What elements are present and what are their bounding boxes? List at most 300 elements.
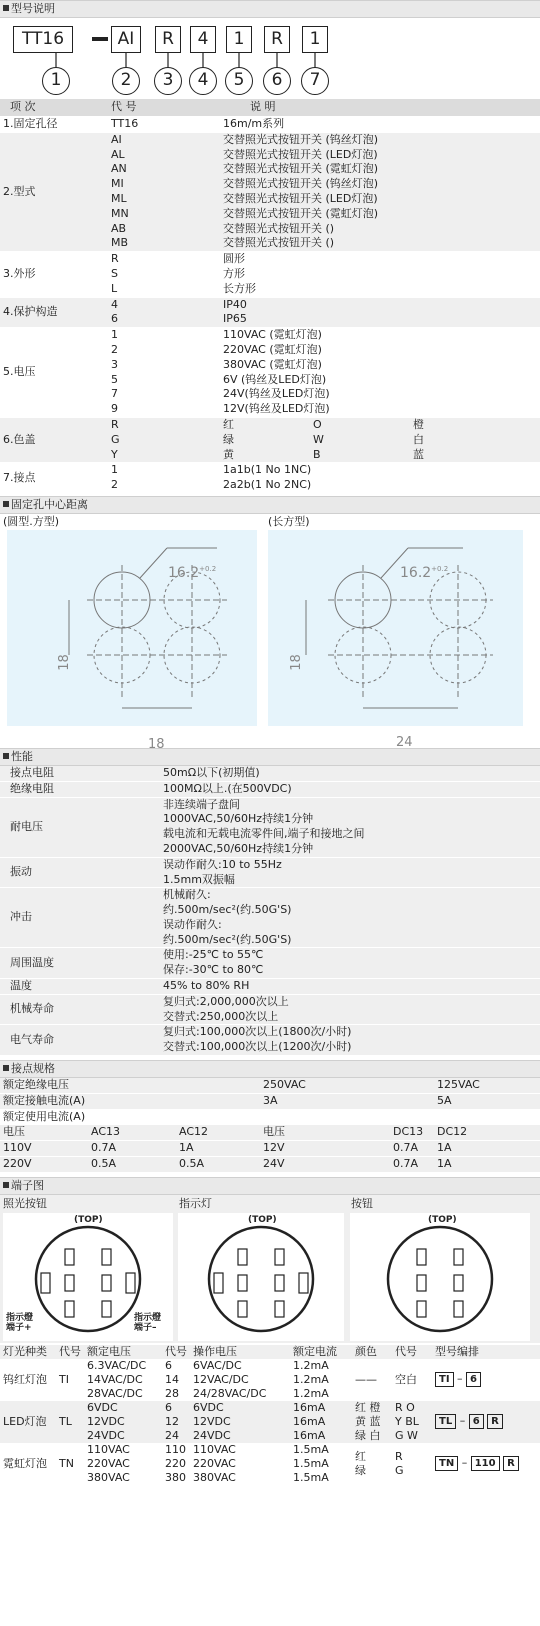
perf-line: 非连续端子盘间 — [163, 797, 240, 811]
lamp-cell: 16mA — [293, 1414, 326, 1428]
desc-line: 24V(钨丝及LED灯泡) — [223, 387, 330, 401]
distance-panels — [0, 514, 540, 746]
lamp-cell: 24VDC — [193, 1428, 231, 1442]
desc-line: 1a1b(1 No 1NC) — [223, 463, 312, 477]
example-tag: R — [503, 1456, 519, 1471]
lamp-cell: 12VDC — [87, 1414, 125, 1428]
perf-line: 载电流和无载电流零件间,端子和接地之间 — [163, 827, 365, 841]
top-label: (TOP) — [74, 1214, 103, 1225]
spec-value: 3A — [260, 1093, 434, 1109]
desc-line: 交替照光式按钮开关 (霓虹灯泡) — [223, 206, 379, 220]
section-title: 固定孔中心距离 — [11, 497, 88, 511]
spec-cell: 0.5A — [176, 1157, 260, 1173]
lamp-cell: 6 — [165, 1358, 172, 1372]
desc-line: O — [313, 417, 322, 431]
code-line: 1 — [111, 328, 118, 342]
lamp-cell: 14 — [165, 1372, 179, 1386]
spec-cell: 220V — [0, 1157, 88, 1173]
perf-key: 周围温度 — [0, 948, 160, 979]
lamp-cell: 16mA — [293, 1428, 326, 1442]
perf-key: 机械寿命 — [0, 994, 160, 1025]
spec-value: 5A — [434, 1093, 540, 1109]
model-box-voltage: 1 — [226, 26, 252, 53]
terminal-diagram-2 — [178, 1213, 344, 1341]
desc-line: 12V(钨丝及LED灯泡) — [223, 402, 330, 416]
table-row — [0, 1443, 540, 1457]
perf-line: 复归式:2,000,000次以上 — [163, 994, 289, 1008]
desc-line: 绿 — [223, 432, 234, 446]
lamp-color — [352, 1443, 392, 1485]
distance-panel-rect — [265, 514, 540, 746]
perf-line: 约.500m/sec²(约.50G'S) — [163, 903, 292, 917]
lamp-cell: 28VAC/DC — [87, 1386, 143, 1400]
lamp-col: 代号 — [165, 1344, 187, 1358]
lamp-label-line: 端子+ — [6, 1322, 32, 1333]
perf-key: 绝缘电阻 — [0, 781, 160, 797]
spec-col: 电压 — [260, 1125, 390, 1141]
spec-cell: 1A — [434, 1141, 540, 1157]
lamp-cell: 6VDC — [87, 1400, 118, 1414]
perf-key: 冲击 — [0, 888, 160, 948]
col-desc: 说 明 — [220, 99, 540, 117]
lamp-plus-label — [6, 1313, 33, 1333]
spec-cell: 1A — [434, 1157, 540, 1173]
lamp-col: 代号 — [59, 1344, 81, 1358]
lamp-col: 额定电流 — [293, 1344, 337, 1358]
lamp-cell: 6VDC — [193, 1400, 224, 1414]
table-row — [0, 117, 540, 133]
desc-line: 橙 — [413, 417, 424, 431]
lamp-cell: 380 — [165, 1470, 186, 1484]
lamp-color — [352, 1401, 392, 1443]
code-line: AL — [111, 147, 125, 161]
color-line: 绿 白 — [355, 1428, 381, 1442]
top-label: (TOP) — [428, 1214, 457, 1225]
lamp-cell: 110 — [165, 1442, 186, 1456]
lamp-cell: 380VAC — [87, 1470, 130, 1484]
desc-line: 交替照光式按钮开关 (霓虹灯泡) — [223, 162, 379, 176]
lamp-col: 额定电压 — [87, 1344, 131, 1358]
perf-key: 温度 — [0, 979, 160, 995]
table-row — [0, 979, 540, 995]
lamp-cell: 1.5mA — [293, 1456, 329, 1470]
spec-cell: 1A — [176, 1141, 260, 1157]
code-line: R — [111, 417, 119, 431]
perf-value — [160, 994, 540, 1025]
lamp-ccode — [392, 1401, 432, 1443]
color-line: 绿 — [355, 1463, 366, 1477]
example-tag: 6 — [469, 1414, 484, 1429]
perf-line: 约.500m/sec²(约.50G'S) — [163, 932, 292, 946]
row-key: 3.外形 — [0, 252, 108, 297]
code-line: MN — [111, 206, 129, 220]
section-title: 端子图 — [11, 1178, 44, 1192]
lamp-cell: 24VDC — [87, 1428, 125, 1442]
spec-value: 250VAC — [260, 1078, 434, 1093]
ccode-line: Y BL — [395, 1414, 419, 1428]
model-diagram — [0, 18, 540, 98]
row-key: 5.电压 — [0, 328, 108, 418]
desc-line: W — [313, 432, 324, 446]
color-line: 红 橙 — [355, 1400, 381, 1414]
spec-col: DC13 — [390, 1125, 434, 1141]
callout-2: 2 — [112, 67, 140, 95]
lamp-cell: 1.5mA — [293, 1470, 329, 1484]
perf-line: 误动作耐久:10 to 55Hz — [163, 857, 282, 871]
model-box-contact: 1 — [302, 26, 328, 53]
desc-line: 交替照光式按钮开关 () — [223, 236, 335, 250]
lamp-label-line: 指示燈 — [134, 1312, 162, 1323]
table-row — [0, 297, 540, 328]
spec-col: DC12 — [434, 1125, 540, 1141]
code-line: ML — [111, 191, 127, 205]
example-tag: TN — [435, 1456, 458, 1471]
desc-line: IP40 — [223, 297, 247, 311]
desc-line: 黄 — [223, 447, 234, 461]
lamp-cell: 12VDC — [193, 1414, 231, 1428]
lamp-col: 颜色 — [355, 1344, 377, 1358]
lamp-example: TI – 6 — [432, 1359, 540, 1401]
lamp-cell: 24/28VAC/DC — [193, 1386, 267, 1400]
example-tag: TI — [435, 1372, 454, 1387]
table-row — [0, 994, 540, 1025]
desc-line: 蓝 — [413, 447, 424, 461]
desc-line: 220VAC (霓虹灯泡) — [223, 342, 322, 356]
model-box-series: TT16 — [13, 26, 73, 53]
spec-cell: 0.7A — [390, 1141, 434, 1157]
lamp-color: —— — [355, 1372, 377, 1386]
dim-tolerance: +0.2 — [199, 565, 217, 573]
perf-value: 45% to 80% RH — [160, 979, 540, 995]
table-row — [0, 1078, 540, 1093]
desc-line: 交替照光式按钮开关 (LED灯泡) — [223, 191, 378, 205]
desc-line: 交替照光式按钮开关 () — [223, 221, 335, 235]
table-row — [0, 1025, 540, 1056]
code-line: G — [111, 432, 120, 446]
terminal-title: 照光按钮 — [3, 1196, 47, 1210]
table-row — [0, 781, 540, 797]
perf-line: 1.5mm双振幅 — [163, 872, 235, 886]
lamp-cell: 14VAC/DC — [87, 1372, 143, 1386]
perf-value — [160, 888, 540, 948]
spec-cell: 24V — [260, 1157, 390, 1173]
table-row — [0, 766, 540, 781]
lamp-code: TI — [59, 1372, 69, 1386]
lamp-col: 代号 — [395, 1344, 417, 1358]
row-key: 1.固定孔径 — [0, 117, 108, 133]
perf-line: 使用:-25℃ to 55℃ — [163, 948, 264, 962]
table-header-row — [0, 99, 540, 117]
performance-table — [0, 766, 540, 1056]
table-row — [0, 463, 540, 494]
table-row — [0, 252, 540, 297]
row-code — [108, 252, 220, 297]
dim-tolerance: +0.2 — [431, 565, 449, 573]
table-row — [0, 132, 540, 251]
row-desc: 16m/m系列 — [220, 117, 540, 133]
callout-7: 7 — [301, 67, 329, 95]
table-row — [0, 417, 540, 462]
desc-line: 圆形 — [223, 252, 245, 266]
callout-5: 5 — [225, 67, 253, 95]
lamp-cell: 6.3VAC/DC — [87, 1358, 147, 1372]
table-row — [0, 797, 540, 857]
desc-line: 380VAC (霓虹灯泡) — [223, 357, 322, 371]
lamp-label-line: 指示燈 — [6, 1312, 34, 1323]
lamp-cell: 6VAC/DC — [193, 1358, 242, 1372]
section-title: 接点规格 — [11, 1062, 55, 1076]
col-item: 项 次 — [0, 99, 108, 117]
hole-diagram-round — [7, 530, 257, 726]
code-line: 1 — [111, 463, 118, 477]
perf-key: 接点电阻 — [0, 766, 160, 781]
dim-diameter-right — [400, 565, 448, 581]
perf-line: 机械耐久: — [163, 888, 211, 902]
row-key: 2.型式 — [0, 132, 108, 251]
code-line: Y — [111, 447, 118, 461]
row-key: 6.色盖 — [0, 417, 108, 462]
table-header-row — [0, 1125, 540, 1141]
table-row — [0, 328, 540, 418]
callout-4: 4 — [189, 67, 217, 95]
code-line: L — [111, 281, 118, 295]
section-header-performance — [0, 748, 540, 766]
dim-height-left: 18 — [56, 654, 72, 671]
perf-value — [160, 1025, 540, 1056]
lamp-cell: 6 — [165, 1400, 172, 1414]
section-header-contact — [0, 1060, 540, 1078]
callout-6: 6 — [263, 67, 291, 95]
terminal-indicator — [176, 1195, 348, 1343]
desc-line: 6V (钨丝及LED灯泡) — [223, 372, 327, 386]
lamp-cell: 16mA — [293, 1400, 326, 1414]
desc-line: 交替照光式按钮开关 (钨丝灯泡) — [223, 177, 379, 191]
callout-1: 1 — [42, 67, 70, 95]
dim-value: 16.2 — [168, 565, 200, 581]
terminal-title: 指示灯 — [179, 1196, 212, 1210]
spec-label: 额定绝缘电压 — [0, 1078, 260, 1093]
perf-value: 100MΩ以上.(在500VDC) — [160, 781, 540, 797]
distance-panel-round — [0, 514, 265, 746]
color-line: 红 — [355, 1449, 366, 1463]
lamp-minus-label — [134, 1313, 161, 1333]
example-tag: TL — [435, 1414, 456, 1429]
spec-cell: 0.5A — [88, 1157, 176, 1173]
table-row — [0, 1157, 540, 1173]
table-header-row — [0, 1345, 540, 1359]
lamp-col: 操作电压 — [193, 1344, 237, 1358]
code-line: 5 — [111, 372, 118, 386]
lamp-type: 钨红灯泡 — [3, 1372, 47, 1386]
row-code — [108, 417, 220, 462]
row-desc — [220, 132, 540, 251]
perf-key: 电气寿命 — [0, 1025, 160, 1056]
perf-line: 2000VAC,50/60Hz持续1分钟 — [163, 841, 314, 855]
perf-line: 复归式:100,000次以上(1800次/小时) — [163, 1025, 352, 1039]
row-key: 7.接点 — [0, 463, 108, 494]
lamp-ccode — [392, 1443, 432, 1485]
example-tag: 110 — [471, 1456, 500, 1471]
terminal-diagrams — [0, 1195, 540, 1343]
code-line: 7 — [111, 387, 118, 401]
lamp-cell: 110VAC — [87, 1442, 130, 1456]
spec-col: AC12 — [176, 1125, 260, 1141]
perf-key: 振动 — [0, 857, 160, 888]
ccode-line: G — [395, 1463, 404, 1477]
spec-cell: 0.7A — [390, 1157, 434, 1173]
color-line: 黄 蓝 — [355, 1414, 381, 1428]
code-line: 9 — [111, 402, 118, 416]
spec-col: 电压 — [0, 1125, 88, 1141]
code-line: S — [111, 266, 118, 280]
lamp-type: LED灯泡 — [3, 1414, 47, 1428]
panel-caption: (长方型) — [265, 514, 540, 530]
spec-cell: 0.7A — [88, 1141, 176, 1157]
code-line: 4 — [111, 297, 118, 311]
lamp-cell: 220VAC — [87, 1456, 130, 1470]
terminal-diagram-3 — [350, 1213, 530, 1341]
perf-line: 交替式:250,000次以上 — [163, 1009, 279, 1023]
lamp-cell: 12VAC/DC — [193, 1372, 249, 1386]
panel-caption: (圆型.方型) — [0, 514, 265, 530]
perf-value — [160, 948, 540, 979]
lamp-example: TL – 6 R — [432, 1401, 540, 1443]
section-header-model — [0, 0, 540, 18]
terminal-button — [348, 1195, 540, 1343]
lamp-cell: 1.5mA — [293, 1442, 329, 1456]
spec-value: 125VAC — [434, 1078, 540, 1093]
table-row — [0, 1401, 540, 1415]
perf-key: 耐电压 — [0, 797, 160, 857]
desc-line: 交替照光式按钮开关 (LED灯泡) — [223, 147, 378, 161]
perf-line: 保存:-30℃ to 80℃ — [163, 963, 264, 977]
callout-3: 3 — [154, 67, 182, 95]
row-desc — [220, 328, 540, 418]
model-box-protection: 4 — [190, 26, 216, 53]
code-line: 3 — [111, 357, 118, 371]
table-row — [0, 888, 540, 948]
lamp-cell: 220VAC — [193, 1456, 236, 1470]
model-code-table — [0, 98, 540, 494]
section-header-distance — [0, 496, 540, 514]
desc-line: 交替照光式按钮开关 (钨丝灯泡) — [223, 132, 379, 146]
desc-line: B — [313, 447, 321, 461]
lamp-type: 霓虹灯泡 — [3, 1456, 47, 1470]
row-desc — [220, 252, 540, 297]
ccode-line: R O — [395, 1400, 415, 1414]
lamp-cell: 12 — [165, 1414, 179, 1428]
dim-width-right: 24 — [396, 735, 413, 750]
code-line: AN — [111, 162, 127, 176]
lamp-example: TN – 110 R — [432, 1443, 540, 1485]
dim-width-left: 18 — [148, 737, 165, 752]
desc-line: 长方形 — [223, 281, 256, 295]
code-line: AB — [111, 221, 127, 235]
lamp-cell: 24 — [165, 1428, 179, 1442]
lamp-ccode: 空白 — [395, 1372, 417, 1386]
table-row — [0, 1359, 540, 1373]
model-box-type: AI — [111, 26, 141, 53]
lamp-cell: 1.2mA — [293, 1372, 329, 1386]
lamp-cell: 380VAC — [193, 1470, 236, 1484]
lamp-col: 型号编排 — [435, 1344, 479, 1358]
table-row — [0, 1093, 540, 1109]
row-code — [108, 297, 220, 328]
section-title: 型号说明 — [11, 2, 55, 15]
desc-line: 红 — [223, 417, 234, 431]
dim-height-right: 18 — [288, 654, 304, 671]
lamp-cell: 28 — [165, 1386, 179, 1400]
lamp-code: TL — [59, 1414, 72, 1428]
table-row — [0, 1109, 540, 1125]
spec-label: 额定接触电流(A) — [0, 1093, 260, 1109]
ccode-line: G W — [395, 1428, 418, 1442]
lamp-cell: 220 — [165, 1456, 186, 1470]
desc-line: 方形 — [223, 266, 245, 280]
lamp-label-line: 端子– — [134, 1322, 157, 1333]
code-line: R — [111, 252, 119, 266]
code-line: AI — [111, 132, 122, 146]
row-desc — [220, 297, 540, 328]
spec-label: 额定使用电流(A) — [0, 1109, 540, 1125]
contact-spec-table — [0, 1078, 540, 1173]
desc-line: 白 — [413, 432, 424, 446]
terminal-lit-button — [0, 1195, 176, 1343]
desc-line: IP65 — [223, 312, 247, 326]
lamp-col: 灯光种类 — [3, 1344, 47, 1358]
dim-value: 16.2 — [400, 565, 432, 581]
code-line: MI — [111, 177, 124, 191]
row-code — [108, 132, 220, 251]
ccode-line: R — [395, 1449, 403, 1463]
table-row — [0, 857, 540, 888]
code-line: 2 — [111, 342, 118, 356]
spec-cell: 12V — [260, 1141, 390, 1157]
code-line: 2 — [111, 478, 118, 492]
lamp-code: TN — [59, 1456, 74, 1470]
row-desc — [220, 417, 540, 462]
model-box-color: R — [264, 26, 290, 53]
table-row — [0, 1141, 540, 1157]
lamp-table — [0, 1345, 540, 1485]
spec-col: AC13 — [88, 1125, 176, 1141]
hole-diagram-rect — [268, 530, 523, 726]
example-tag: 6 — [466, 1372, 481, 1387]
lamp-cell: 1.2mA — [293, 1358, 329, 1372]
perf-line: 误动作耐久: — [163, 917, 222, 931]
row-desc — [220, 463, 540, 494]
terminal-title: 按钮 — [351, 1196, 373, 1210]
row-code — [108, 328, 220, 418]
row-code: TT16 — [108, 117, 220, 133]
col-code: 代 号 — [108, 99, 220, 117]
desc-line: 110VAC (霓虹灯泡) — [223, 328, 322, 342]
row-key: 4.保护构造 — [0, 297, 108, 328]
section-title: 性能 — [11, 749, 33, 763]
code-line: 6 — [111, 312, 118, 326]
perf-line: 1000VAC,50/60Hz持续1分钟 — [163, 812, 314, 826]
row-code — [108, 463, 220, 494]
model-box-shape: R — [155, 26, 181, 53]
perf-value — [160, 857, 540, 888]
table-row — [0, 948, 540, 979]
perf-value: 50mΩ以下(初期值) — [160, 766, 540, 781]
spec-cell: 110V — [0, 1141, 88, 1157]
dim-diameter-left — [168, 565, 216, 581]
code-line: MB — [111, 236, 129, 250]
perf-line: 交替式:100,000次以上(1200次/小时) — [163, 1040, 352, 1054]
desc-line: 2a2b(1 No 2NC) — [223, 478, 312, 492]
